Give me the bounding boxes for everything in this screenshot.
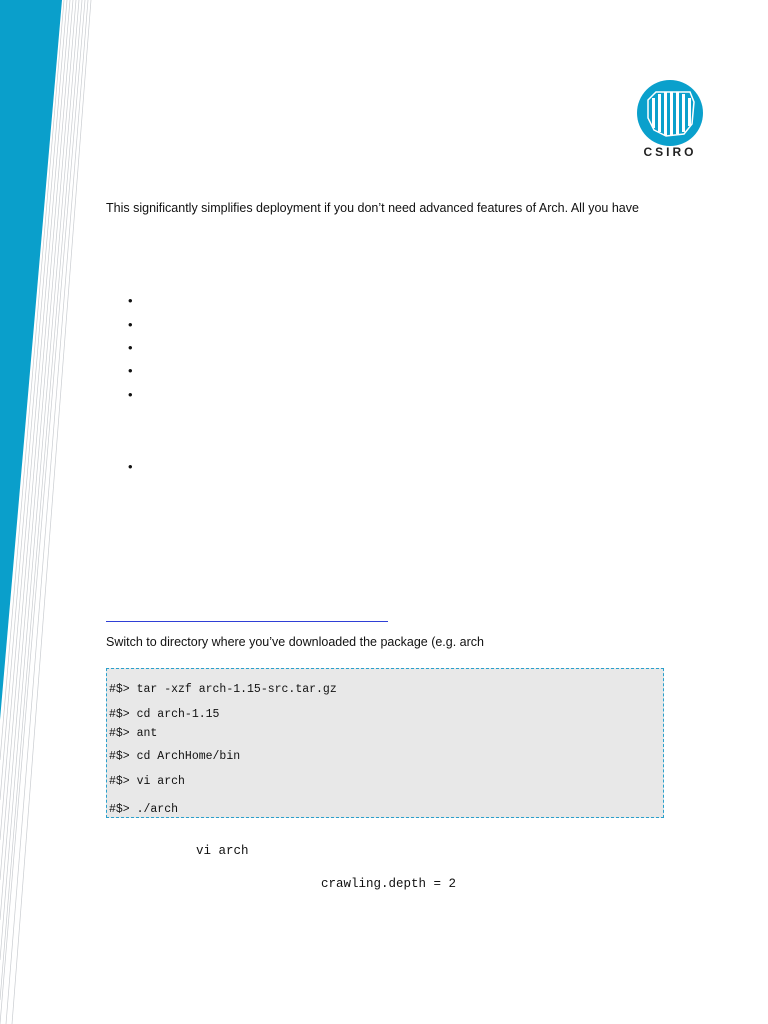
bullet-3: • [128, 340, 133, 355]
bullet-4: • [128, 363, 133, 378]
code-line: #$> tar -xzf arch-1.15-src.tar.gz [109, 683, 337, 696]
csiro-logo [636, 80, 704, 160]
side-decoration [0, 0, 110, 1024]
bullet-6: • [128, 459, 133, 474]
code-line: #$> cd ArchHome/bin [109, 750, 241, 763]
code-line: #$> cd arch-1.15 [109, 708, 220, 721]
inline-code-crawling-depth: crawling.depth = 2 [321, 877, 457, 891]
svg-text:CSIRO: CSIRO [643, 145, 697, 159]
bullet-1: • [128, 293, 133, 308]
code-line: #$> vi arch [109, 775, 185, 788]
intro-paragraph: This significantly simplifies deployment if you don’t need advanced features of Arch. All you have [106, 201, 639, 215]
hyperlink-underline[interactable] [106, 621, 388, 622]
switch-directory-text: Switch to directory where you’ve downloaded the package (e.g. arch [106, 635, 484, 649]
bullet-2: • [128, 317, 133, 332]
inline-code-vi-arch: vi arch [196, 844, 249, 858]
bullet-5: • [128, 387, 133, 402]
code-block [106, 668, 664, 818]
code-line: #$> ant [109, 727, 158, 740]
code-line: #$> ./arch [109, 803, 179, 816]
